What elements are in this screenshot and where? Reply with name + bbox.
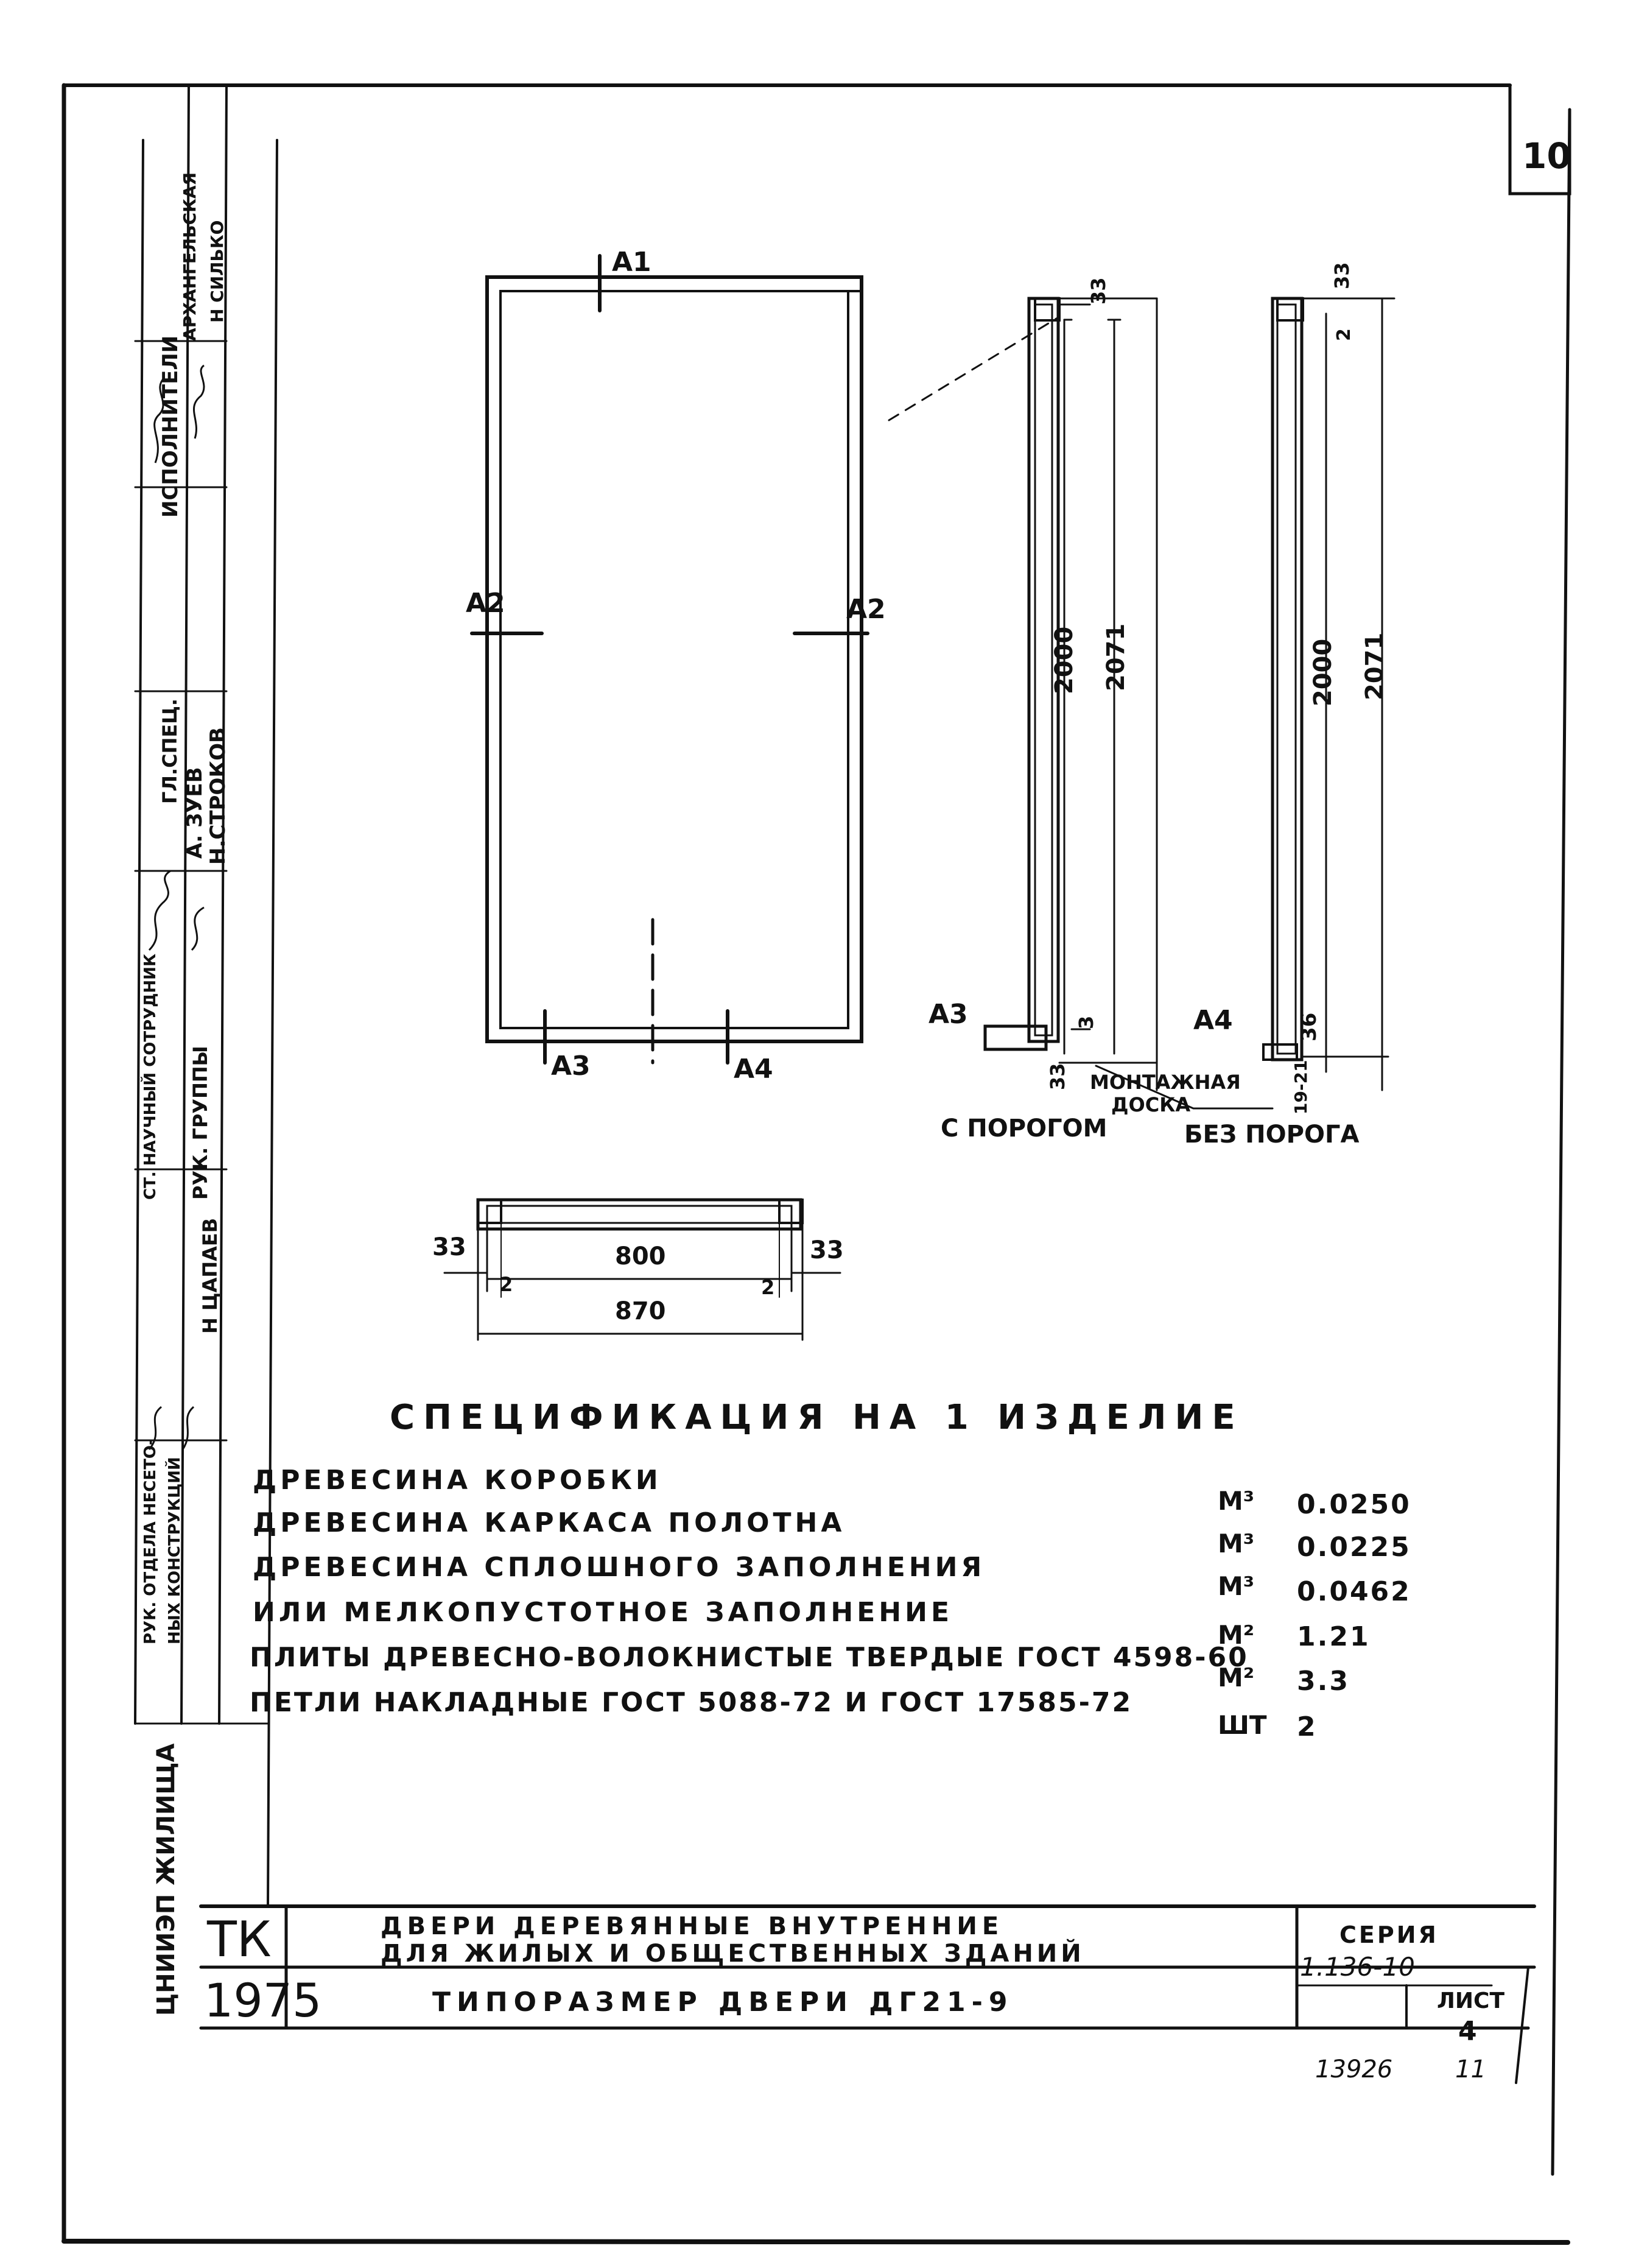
stamp-role-dept-structures: НЫХ КОНСТРУКЦИЙ (166, 1457, 184, 1644)
stamp-institute: ЦНИИЭП ЖИЛИЩА (152, 1743, 180, 2016)
spec-row-5-name: ПЛИТЫ ДРЕВЕСНО-ВОЛОКНИСТЫЕ ТВЕРДЫЕ ГОСТ 4598-60 (250, 1642, 1249, 1673)
signature-dept-head (149, 1407, 194, 1449)
stamp-role-performers: ИСПОЛНИТЕЛИ (158, 335, 183, 518)
spec-row-3-unit: М³ (1218, 1571, 1255, 1601)
dim-b-2: 2 (1333, 328, 1355, 341)
title-block-year: 1975 (204, 1973, 322, 2027)
spec-row-6-unit: ШТ (1218, 1710, 1267, 1740)
title-line-1: ДВЕРИ ДЕРЕВЯННЫЕ ВНУТРЕННИЕ (381, 1912, 1004, 1940)
label-a4: А4 (734, 1054, 773, 1085)
spec-row-6-name: ПЕТЛИ НАКЛАДНЫЕ ГОСТ 5088-72 И ГОСТ 17585-72 (250, 1687, 1133, 1718)
caption-with-threshold: С ПОРОГОМ (941, 1115, 1108, 1143)
stamp-name-strokov: Н.СТРОКОВ (206, 727, 230, 865)
dim-bottom-870: 870 (615, 1297, 666, 1325)
dim-b-2000: 2000 (1309, 638, 1337, 706)
series-value: 1.136-10 (1300, 1952, 1415, 1982)
signature-strokov (192, 907, 204, 950)
spec-row-5-value: 3.3 (1297, 1666, 1350, 1697)
dim-a-33-top: 33 (1087, 277, 1110, 305)
spec-row-2-name: ДРЕВЕСИНА КАРКАСА ПОЛОТНА (253, 1507, 846, 1538)
spec-row-1-unit: М³ (1218, 1486, 1255, 1516)
label-a3: А3 (551, 1051, 591, 1082)
archive-number: 13926 (1315, 2055, 1393, 2083)
spec-row-3-name: ДРЕВЕСИНА СПЛОШНОГО ЗАПОЛНЕНИЯ (253, 1552, 986, 1583)
stamp-name-arkhangelskaya: АРХАНГЕЛЬСКАЯ (180, 172, 200, 341)
dim-a-2000: 2000 (1050, 626, 1078, 694)
dim-a-2071: 2071 (1102, 623, 1130, 691)
sheet-value: 4 (1458, 2016, 1477, 2047)
label-a2-right: А2 (846, 594, 886, 625)
dim-bottom-2-left: 2 (499, 1273, 513, 1296)
spec-row-4-unit: М² (1218, 1620, 1255, 1650)
stamp-role-chief: ГЛ.СПЕЦ. (158, 698, 181, 804)
stamp-role-senior-researcher: СТ. НАУЧНЫЙ СОТРУДНИК (141, 953, 160, 1200)
signature-silko (194, 365, 204, 438)
stamp-name-zuev: А. ЗУЕВ (183, 767, 207, 859)
dim-b-19-21: 19-21 (1291, 1060, 1311, 1115)
title-block-tk: ТК (207, 1911, 272, 1968)
side-label-a4: А4 (1193, 1005, 1233, 1036)
archive-suffix: 11 (1455, 2055, 1486, 2083)
stamp-name-silko: Н СИЛЬКО (207, 220, 227, 323)
stamp-role-dept-head: РУК. ОТДЕЛА НЕСЕТО- (141, 1439, 160, 1644)
dim-bottom-33-right: 33 (810, 1236, 844, 1264)
series-label: СЕРИЯ (1339, 1921, 1439, 1948)
spec-row-3-value: 0.0462 (1297, 1576, 1411, 1607)
mounting-board-line2: ДОСКА (1111, 1093, 1191, 1116)
stamp-name-tsapaev: Н ЦАПАЕВ (198, 1217, 222, 1334)
dim-b-33-top: 33 (1330, 262, 1353, 289)
caption-without-threshold: БЕЗ ПОРОГА (1184, 1121, 1360, 1149)
spec-row-6-value: 2 (1297, 1711, 1318, 1742)
signature-zuev (149, 871, 170, 950)
spec-row-5-unit: М² (1218, 1663, 1255, 1692)
side-label-a3: А3 (929, 999, 968, 1030)
stamp-role-group-head: РУК. ГРУППЫ (189, 1046, 212, 1200)
mounting-board-line1: МОНТАЖНАЯ (1090, 1071, 1241, 1094)
page-number: 10 (1522, 135, 1571, 177)
label-a2-left: А2 (466, 588, 505, 619)
dim-bottom-33-left: 33 (432, 1233, 466, 1261)
spec-title: СПЕЦИФИКАЦИЯ НА 1 ИЗДЕЛИЕ (390, 1398, 1244, 1437)
sheet-label: ЛИСТ (1437, 1988, 1505, 2013)
spec-row-1-value: 0.0250 (1297, 1489, 1411, 1520)
dim-b-36: 36 (1297, 1012, 1321, 1041)
spec-row-4-value: 1.21 (1297, 1621, 1371, 1652)
signature-performer (155, 378, 164, 463)
spec-row-4-name: ИЛИ МЕЛКОПУСТОТНОЕ ЗАПОЛНЕНИЕ (253, 1597, 953, 1628)
dim-b-2071: 2071 (1361, 632, 1389, 700)
dim-bottom-800: 800 (615, 1242, 666, 1270)
spec-row-1-name: ДРЕВЕСИНА КОРОБКИ (253, 1465, 662, 1496)
dim-bottom-2-right: 2 (761, 1276, 775, 1299)
title-line-2: ДЛЯ ЖИЛЫХ И ОБЩЕСТВЕННЫХ ЗДАНИЙ (381, 1940, 1085, 1968)
title-subtitle: ТИПОРАЗМЕР ДВЕРИ ДГ21-9 (432, 1987, 1014, 2018)
spec-row-2-unit: М³ (1218, 1529, 1255, 1558)
dim-a-3: 3 (1075, 1015, 1098, 1029)
spec-row-2-value: 0.0225 (1297, 1532, 1411, 1563)
label-a1: А1 (612, 247, 651, 278)
dim-a-33-bottom: 33 (1046, 1063, 1069, 1090)
